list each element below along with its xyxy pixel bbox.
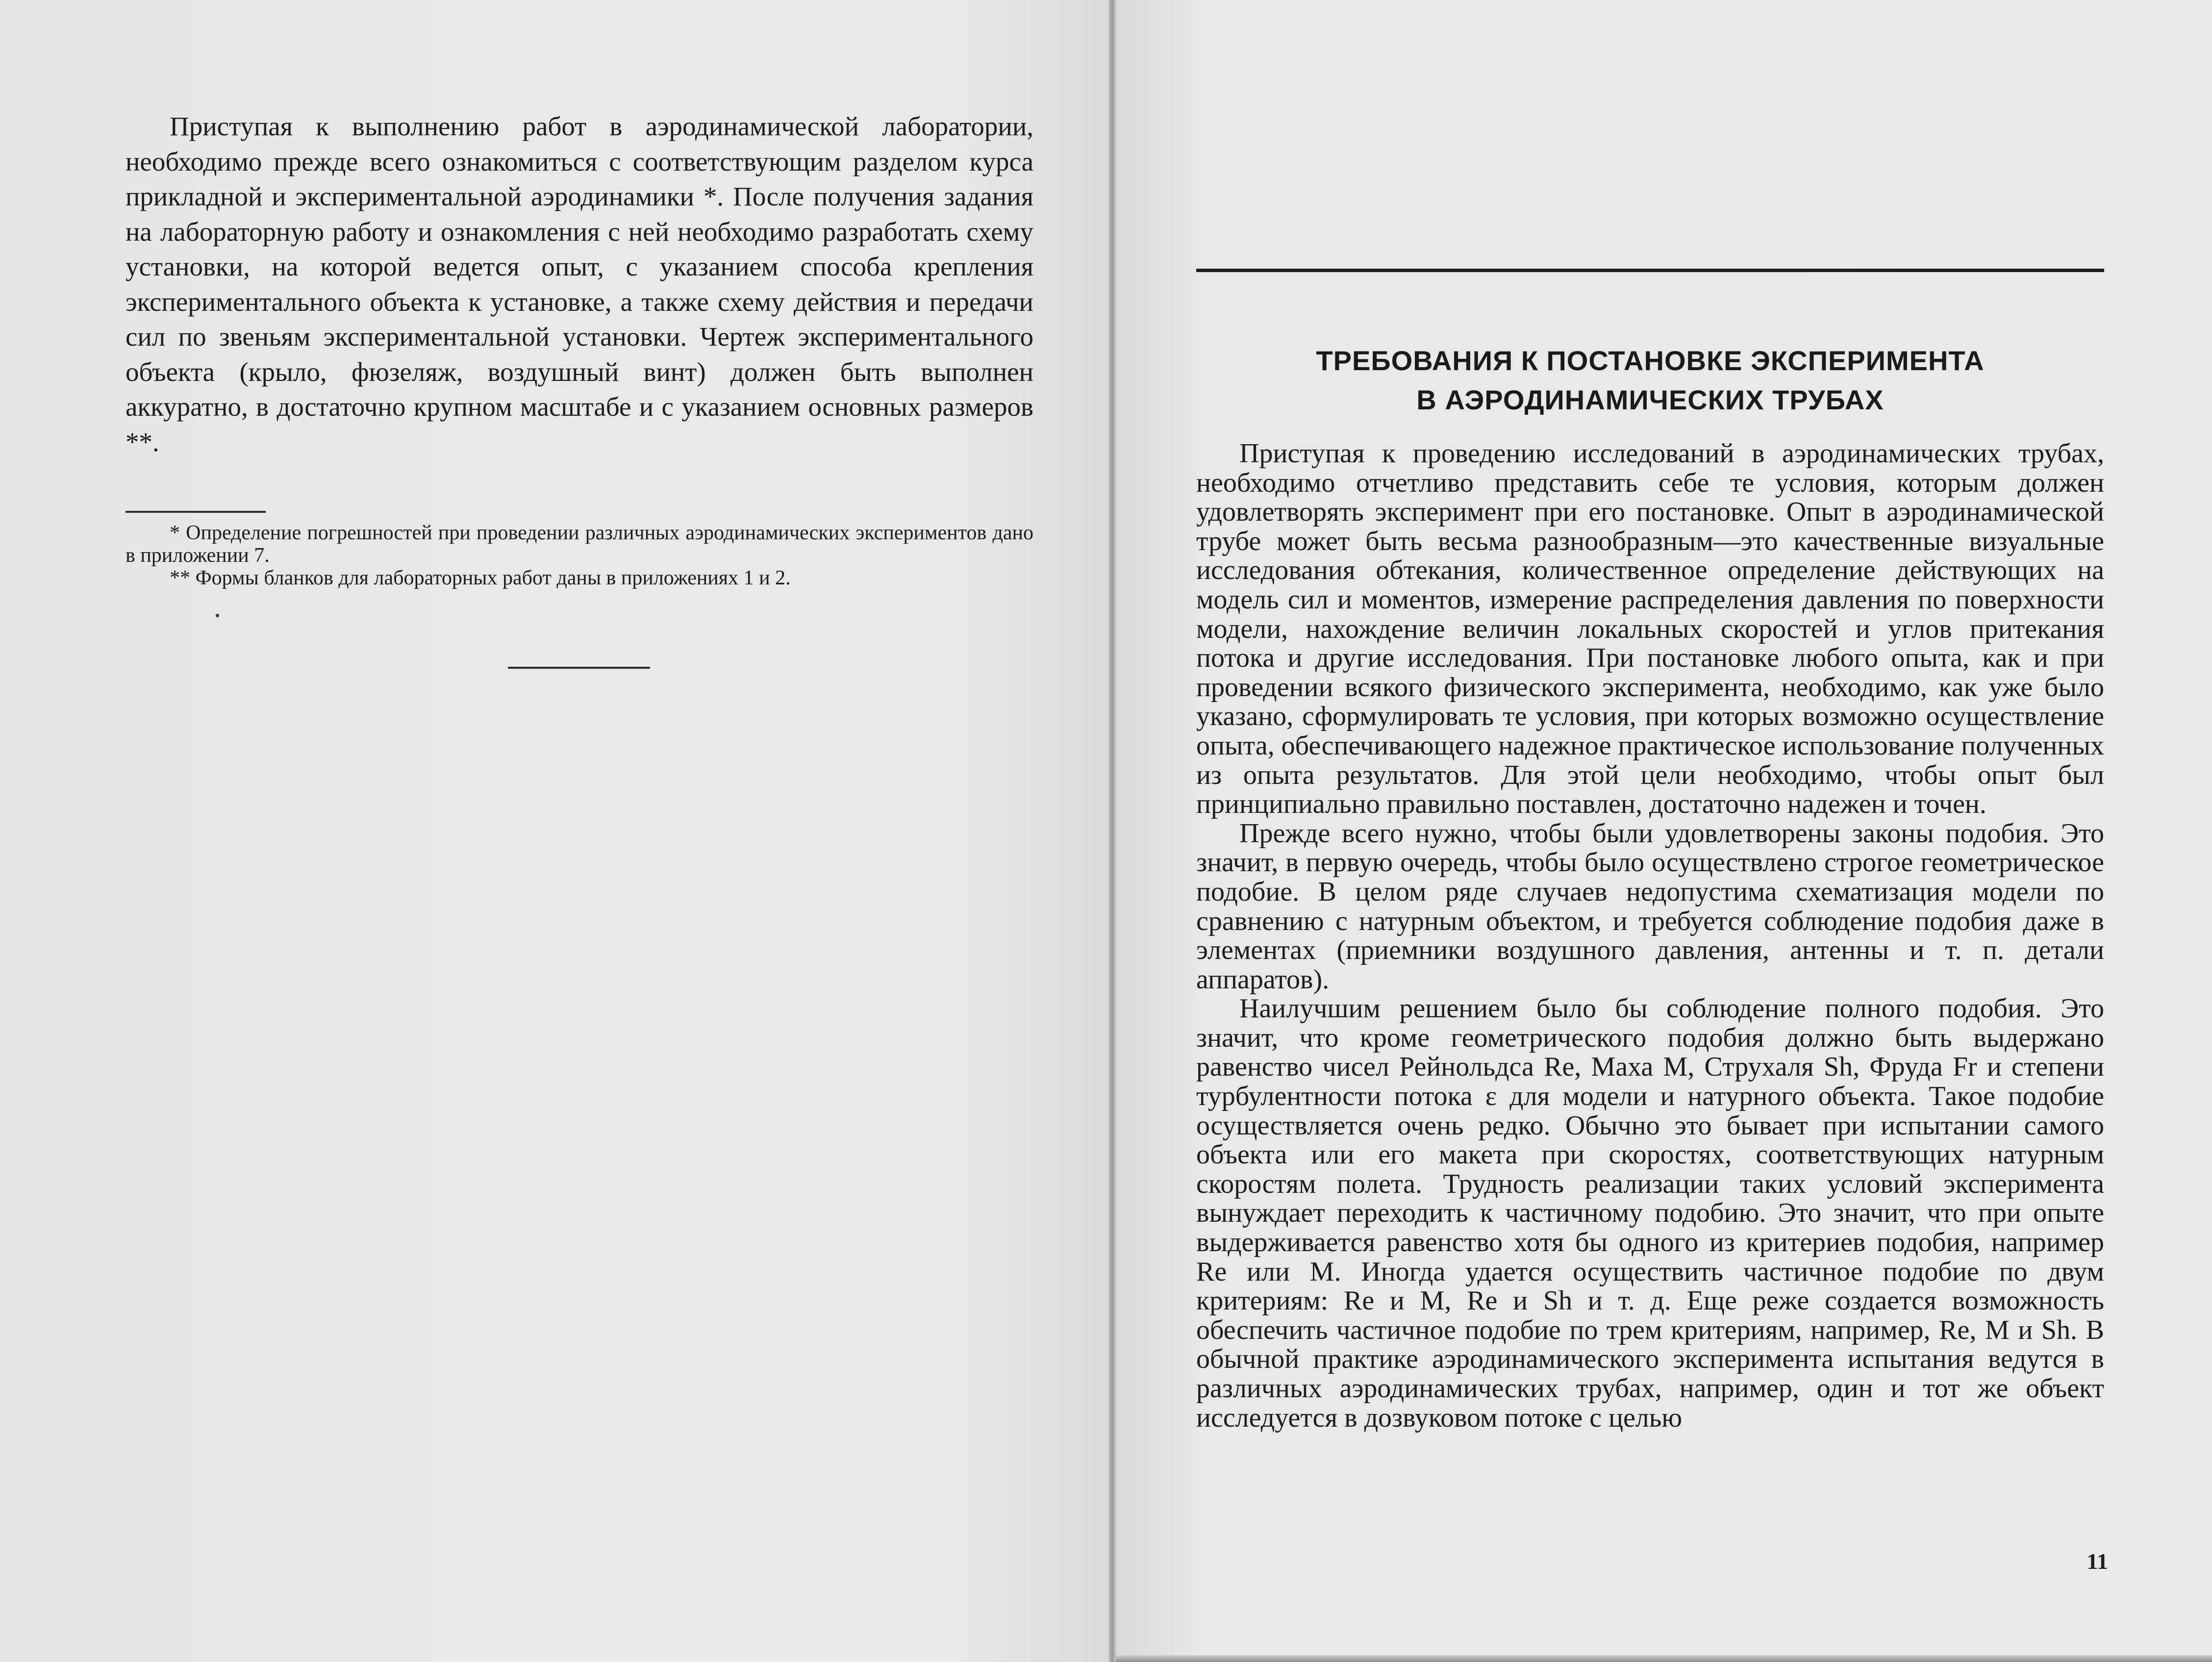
page-bottom-edge [1116, 1655, 2212, 1662]
left-paragraph-1: Приступая к выполнению работ в аэродинамической лаборатории, необходимо прежде всего ознакомиться с соответствующим разделом курса прикладной и экспериментальной аэродинамики *. После получения задания на лабораторную работу и ознакомления с ней необходимо разработать схему установки, на которой ведется опыт, с указанием способа крепления экспериментального объекта к установке, а также схему действия и передачи сил по звеньям экспериментальной установки. Чертеж экспериментального объекта (крыло, фюзеляж, воздушный винт) должен быть выполнен аккуратно, в достаточно крупном масштабе и с указанием основных размеров **. [126, 111, 1033, 457]
footnote-2: ** Формы бланков для лабораторных работ даны в приложениях 1 и 2. [170, 567, 791, 589]
chapter-heading [1196, 341, 2104, 420]
section-end-rule [508, 667, 650, 669]
footnote-separator [126, 511, 266, 513]
heading-line-2: В АЭРОДИНАМИЧЕСКИХ ТРУБАХ [1416, 384, 1884, 415]
stray-dot [216, 614, 219, 617]
footnote-1: * Определение погрешностей при проведении различных аэродинамических экспериментов дано в приложении 7. [126, 522, 1033, 567]
right-paragraph-2: Прежде всего нужно, чтобы были удовлетворены законы подобия. Это значит, в первую очередь, чтобы было осуществлено строгое геометрическое подобие. В целом ряде случаев недопустима схематизация модели по сравнению с натурным объектом, и требуется соблюдение подобия даже в элементах (приемники воздушного давления, антенны и т. п. детали аппаратов). [1196, 818, 2104, 995]
right-paragraph-1: Приступая к проведению исследований в аэродинамических трубах, необходимо отчетливо представить себе те условия, которым должен удовлетворять эксперимент при его постановке. Опыт в аэродинамической трубе может быть весьма разнообразным—это качественные визуальные исследования обтекания, количественное определение действующих на модель сил и моментов, измерение распределения давления по поверхности модели, нахождение величин локальных скоростей и углов притекания потока и другие исследования. При постановке любого опыта, как и при проведении всякого физического эксперимента, необходимо, как уже было указано, сформулировать те условия, при которых возможно осуществление опыта, обеспечивающего надежное практическое использование полученных из опыта результатов. Для этой цели необходимо, чтобы опыт был принципиально правильно поставлен, достаточно надежен и точен. [1196, 438, 2104, 820]
book-gutter [1109, 0, 1116, 1662]
left-body-text [126, 109, 1033, 459]
right-paragraph-3: Наилучшим решением было бы соблюдение полного подобия. Это значит, что кроме геометрического подобия должно быть выдержано равенство чисел Рейнольдса Re, Маха M, Струхаля Sh, Фруда Fr и степени турбулентности потока ε для модели и натурного объекта. Такое подобие осуществляется очень редко. Обычно это бывает при испытании самого объекта или его макета при скоростях, соответствующих натурным скоростям полета. Трудность реализации таких условий эксперимента вынуждает переходить к частичному подобию. Это значит, что при опыте выдерживается равенство хотя бы одного из критериев подобия, например Re или M. Иногда удается осуществить частичное подобие по двум критериям: Re и M, Re и Sh и т. д. Еще реже создается возможность обеспечить частичное подобие по трем критериям, например, Re, M и Sh. В обычной практике аэродинамического эксперимента испытания ведутся в различных аэродинамических трубах, например, один и тот же объект исследуется в дозвуковом потоке с целью [1196, 993, 2104, 1433]
right-body-text [1196, 439, 2104, 1433]
chapter-top-rule [1196, 269, 2104, 272]
footnotes [126, 522, 1033, 589]
heading-line-1: ТРЕБОВАНИЯ К ПОСТАНОВКЕ ЭКСПЕРИМЕНТА [1316, 345, 1985, 376]
page-number: 11 [2086, 1549, 2108, 1574]
